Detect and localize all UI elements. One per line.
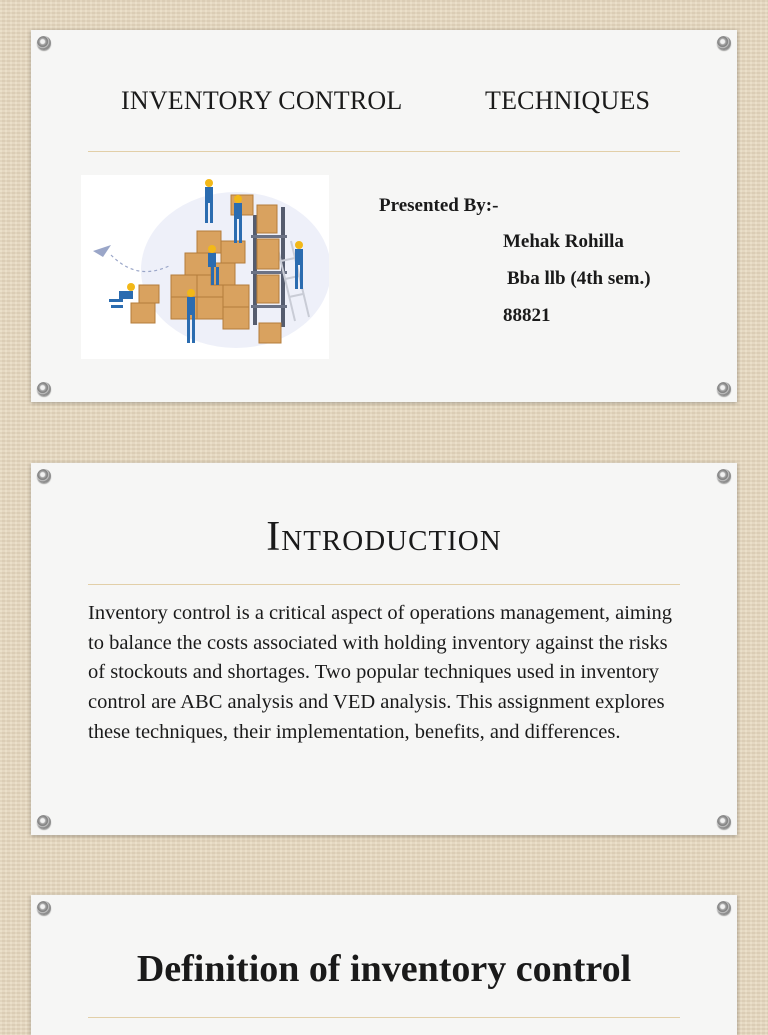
- presenter-name: Mehak Rohilla: [503, 231, 624, 252]
- divider: [88, 584, 680, 585]
- pin-icon: [37, 382, 51, 396]
- pin-icon: [37, 469, 51, 483]
- definition-title: Definition of inventory control: [136, 948, 632, 990]
- pin-icon: [717, 901, 731, 915]
- pin-icon: [717, 815, 731, 829]
- presented-by-label: Presented By:-: [379, 195, 499, 216]
- introduction-title: Introduction: [266, 514, 502, 560]
- slide-introduction: [31, 463, 737, 835]
- pin-icon: [37, 901, 51, 915]
- pin-icon: [717, 469, 731, 483]
- presenter-course: Bba llb (4th sem.): [507, 268, 651, 289]
- introduction-body: Inventory control is a critical aspect of operations management, aiming to balance the costs associated with holding inventory against the risks of stockouts and shortages. Two popular techniques used in inventory control are ABC analysis and VED analysis. This assignment explores these techniques, their implementation, benefits, and differences.: [88, 602, 673, 743]
- title-inventory-control: INVENTORY CONTROL: [121, 86, 403, 115]
- pin-icon: [717, 382, 731, 396]
- pin-icon: [717, 36, 731, 50]
- divider: [88, 151, 680, 152]
- slide-title: [31, 30, 737, 402]
- presenter-roll-number: 88821: [503, 305, 551, 326]
- pin-icon: [37, 36, 51, 50]
- pin-icon: [37, 815, 51, 829]
- title-techniques: TECHNIQUES: [485, 86, 651, 115]
- divider: [88, 1017, 680, 1018]
- slide-definition: [31, 895, 737, 1035]
- warehouse-illustration: [81, 175, 329, 359]
